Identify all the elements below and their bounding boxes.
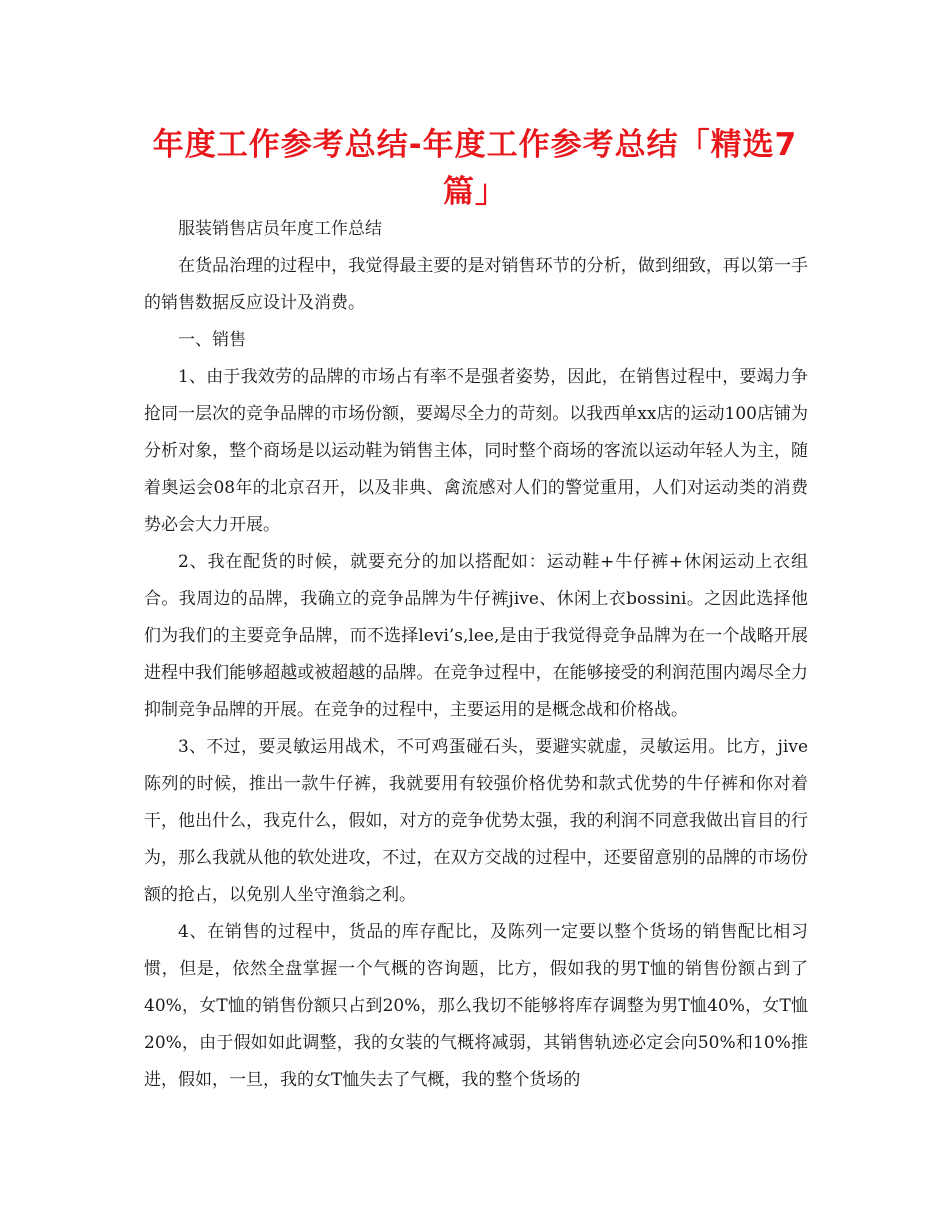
document-title-line-2: 篇」: [443, 174, 507, 210]
subsection-heading: 一、销售: [178, 330, 246, 350]
body-paragraph: 3、不过，要灵敏运用战术，不可鸡蛋碰石头，要避实就虚，灵敏运用。比方，jive陈列的时候，推出一款牛仔裤，我就要用有较强价格优势和款式优势的牛仔裤和你对着干，他出什么，我克什么，假如，对方的竞争优势太强，我的利润不同意我做出盲目的行为，那么我就从他的软处进攻，不过，在双方交战的过程中，还要留意别的品牌的市场份额的抢占，以免别人坐守渔翁之利。: [144, 737, 808, 905]
document-title: [140, 122, 810, 216]
document-body: [144, 211, 808, 1099]
section-heading: 服装销售店员年度工作总结: [178, 219, 382, 239]
body-paragraph: 4、在销售的过程中，货品的库存配比，及陈列一定要以整个货场的销售配比相习惯，但是，依然全盘掌握一个气概的咨询题，比方，假如我的男T恤的销售份额占到了40%，女T恤的销售份额只占到20%，那么我切不能够将库存调整为男T恤40%，女T恤20%，由于假如如此调整，我的女装的气概将减弱，其销售轨迹必定会向50%和10%推进，假如，一旦，我的女T恤失去了气概，我的整个货场的: [144, 922, 808, 1090]
body-paragraph: 2、我在配货的时候，就要充分的加以搭配如：运动鞋+牛仔裤+休闲运动上衣组合。我周边的品牌，我确立的竞争品牌为牛仔裤jive、休闲上衣bossini。之因此选择他们为我们的主要竞争品牌，而不选择levi’s,lee,是由于我觉得竞争品牌为在一个战略开展进程中我们能够超越或被超越的品牌。在竞争过程中，在能够接受的利润范围内竭尽全力抑制竞争品牌的开展。在竞争的过程中，主要运用的是概念战和价格战。: [144, 552, 808, 720]
body-paragraph: 1、由于我效劳的品牌的市场占有率不是强者姿势，因此，在销售过程中，要竭力争抢同一层次的竞争品牌的市场份额，要竭尽全力的苛刻。以我西单xx店的运动100店铺为分析对象，整个商场是以运动鞋为销售主体，同时整个商场的客流以运动年轻人为主，随着奥运会08年的北京召开，以及非典、禽流感对人们的警觉重用，人们对运动类的消费势必会大力开展。: [144, 367, 808, 535]
body-paragraph: 在货品治理的过程中，我觉得最主要的是对销售环节的分析，做到细致，再以第一手的销售数据反应设计及消费。: [144, 256, 808, 313]
document-title-line-1: 年度工作参考总结-年度工作参考总结「精选7: [152, 127, 798, 163]
